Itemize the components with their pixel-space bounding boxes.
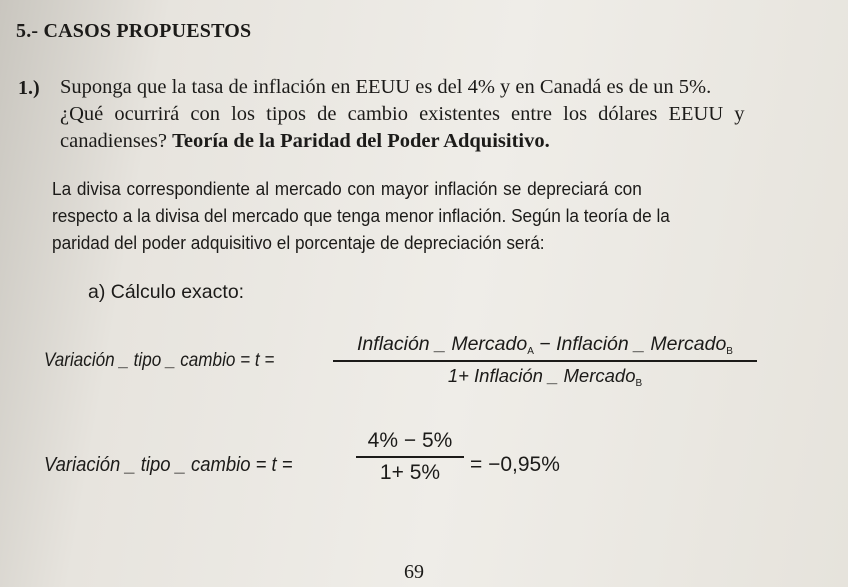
numerator-minus: − bbox=[533, 333, 557, 355]
formula-1-denominator bbox=[333, 365, 757, 389]
numerator-term-a: Inflación _ Mercado bbox=[357, 333, 528, 355]
formula-2-fraction bbox=[356, 429, 464, 485]
numerator-subscript-b: B bbox=[726, 346, 733, 357]
numerator-term-b: Inflación _ Mercado bbox=[556, 333, 727, 355]
question-number: 1.) bbox=[18, 77, 40, 99]
denominator-subscript: B bbox=[635, 377, 643, 389]
formula-2-numerator: 4% − 5% bbox=[367, 429, 453, 452]
fraction-bar bbox=[333, 360, 757, 362]
section-heading: 5.- CASOS PROPUESTOS bbox=[16, 20, 252, 42]
numerator-subscript-a: A bbox=[527, 346, 534, 357]
formula-2-result: = −0,95% bbox=[470, 453, 560, 476]
question-topic-bold: Teoría de la Paridad del Poder Adquisitivo. bbox=[172, 130, 550, 152]
formula-1-numerator bbox=[333, 333, 757, 357]
question-line-1: Suponga que la tasa de inflación en EEUU es del 4% y en Canadá es de un 5%. bbox=[60, 76, 712, 98]
question-line-3-text: canadienses? bbox=[60, 130, 167, 152]
paragraph-line-1: La divisa correspondiente al mercado con mayor inflación se depreciará con bbox=[52, 178, 642, 199]
formula-1-fraction bbox=[333, 333, 757, 389]
denominator-term: 1+ Inflación _ Mercado bbox=[447, 364, 636, 386]
formula-1-left-side: Variación _ tipo _ cambio = t = bbox=[44, 350, 275, 371]
question-line-2: ¿Qué ocurrirá con los tipos de cambio existentes entre los dólares EEUU y bbox=[60, 103, 745, 125]
formula-2-denominator: 1+ 5% bbox=[379, 460, 441, 484]
paragraph-line-3: paridad del poder adquisitivo el porcentaje de depreciación será: bbox=[52, 232, 545, 253]
question-line-3 bbox=[60, 130, 550, 153]
page-number: 69 bbox=[404, 561, 424, 583]
fraction-bar bbox=[356, 456, 464, 458]
formula-2-left-side: Variación _ tipo _ cambio = t = bbox=[44, 453, 293, 476]
subsection-label: a) Cálculo exacto: bbox=[88, 281, 245, 303]
paragraph-line-2: respecto a la divisa del mercado que tenga menor inflación. Según la teoría de la bbox=[52, 205, 670, 226]
